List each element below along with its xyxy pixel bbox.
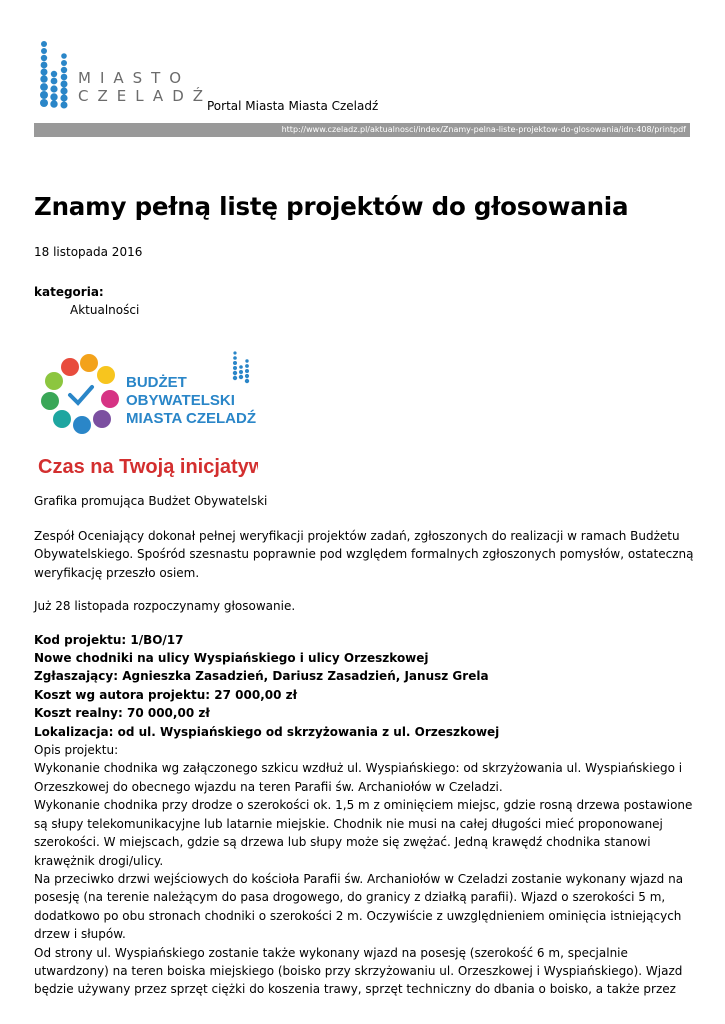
promo-line3: MIASTA CZELADŹ: [126, 410, 256, 427]
logo-dots-icon: [34, 40, 78, 110]
logo-line2: CZELADŹ: [78, 87, 213, 105]
project-desc-label: Opis projektu:: [34, 743, 119, 758]
url-bar[interactable]: http://www.czeladz.pl/aktualnosci/index/Znamy-pelna-liste-projektow-do-glosowania/idn:408/printpdf: [34, 123, 690, 137]
promo-line2: OBYWATELSKI: [126, 392, 235, 409]
flower-icon: [41, 354, 119, 434]
article-body: [34, 527, 694, 999]
project-submitters: Zgłaszający: Agnieszka Zasadzień, Dariusz Zasadzień, Janusz Grela: [34, 669, 489, 684]
budget-logo-graphic: [34, 345, 258, 483]
promo-slogan: Czas na Twoją inicjatywę: [38, 456, 258, 478]
project-cost-author: Koszt wg autora projektu: 27 000,00 zł: [34, 687, 298, 702]
logo-text: [78, 69, 212, 105]
project-location: Lokalizacja: od ul. Wyspiańskiego od skrzyżowania z ul. Orzeszkowej: [34, 724, 500, 739]
article-title: Znamy pełną listę projektów do głosowania: [34, 192, 629, 221]
project-name: Nowe chodniki na ulicy Wyspiańskiego i ulicy Orzeszkowej: [34, 651, 429, 666]
category-value[interactable]: Aktualności: [70, 303, 140, 317]
project-desc-1: Wykonanie chodnika wg załączonego szkicu wzdłuż ul. Wyspiańskiego: od skrzyżowania ul. Wyspiańskiego i Orzeszkowej do obecnego wjazdu na teren Parafii św. Archaniołów w Czeladzi.: [34, 761, 683, 794]
project-cost-real: Koszt realny: 70 000,00 zł: [34, 706, 210, 721]
project-code: Kod projektu: 1/BO/17: [34, 632, 184, 647]
image-caption: Grafika promująca Budżet Obywatelski: [34, 494, 268, 508]
article-date: 18 listopada 2016: [34, 245, 143, 259]
paragraph-2: Już 28 listopada rozpoczynamy głosowanie.: [34, 599, 296, 614]
promo-line1: BUDŻET: [126, 374, 187, 391]
city-logo: [34, 40, 213, 110]
promo-image: [34, 345, 258, 483]
project-desc-3: Na przeciwko drzwi wejściowych do kościoła Parafii św. Archaniołów w Czeladzi zostanie wykonany wjazd na posesję (na terenie należącym do pasa drogowego, do granicy z działką parafii). Wjazd o szerokości 5 m, dodatkowo po obu stronach chodniki o szerokości 2 m. Oczywiście z uwzględnieniem ominięcia istniejących drzew i słupów.: [34, 871, 684, 942]
logo-line1: MIASTO: [78, 69, 191, 87]
project-desc-2: Wykonanie chodnika przy drodze o szerokości ok. 1,5 m z ominięciem miejsc, gdzie rosną drzewa postawione są słupy telekomunikacyjne lub latarnie miejskie. Chodnik nie musi na całej długości mieć proponowanej szerokości. W miejscach, gdzie są drzewa lub słupy może się zwężać. Jedną krawędź chodnika stanowi krawężnik drogi/ulicy.: [34, 798, 693, 868]
project-details: [34, 631, 694, 999]
project-desc-4: Od strony ul. Wyspiańskiego zostanie także wykonany wjazd na posesję (szerokość 6 m, specjalnie utwardzony) na teren boiska miejskiego (boisko przy skrzyżowaniu ul. Orzeszkowej i Wyspiańskiego). Wjazd będzie używany przez sprzęt ciężki do koszenia trawy, sprzęt techniczny do dbania o boisko, a także przez: [34, 945, 683, 997]
portal-name: Portal Miasta Miasta Czeladź: [207, 99, 379, 113]
paragraph-1: Zespół Oceniający dokonał pełnej weryfikacji projektów zadań, zgłoszonych do realizacji w ramach Budżetu Obywatelskiego. Spośród szesnastu poprawnie pod względem formalnych zgłoszonych pomysłów, ostateczną weryfikację przeszło osiem.: [34, 529, 694, 580]
category-label: kategoria:: [34, 285, 104, 299]
